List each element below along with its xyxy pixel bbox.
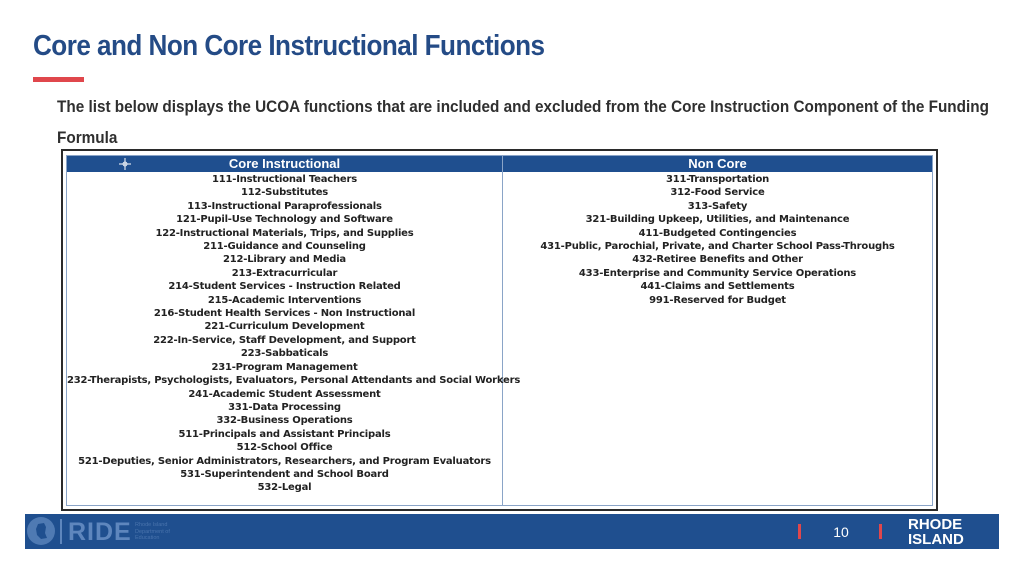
noncore-function-item: 313-Safety — [687, 200, 748, 212]
functions-table — [61, 149, 938, 511]
core-function-item: 223-Sabbaticals — [240, 348, 329, 360]
ride-logo-text: RIDE — [68, 518, 132, 546]
core-function-item: 332-Business Operations — [216, 415, 353, 427]
noncore-function-item: 411-Budgeted Contingencies — [638, 227, 797, 239]
noncore-column-header: Non Core — [503, 156, 932, 172]
core-function-item: 511-Principals and Assistant Principals — [178, 428, 391, 440]
noncore-function-item: 432-Retiree Benefits and Other — [632, 254, 803, 266]
core-function-item: 112-Substitutes — [240, 187, 329, 199]
core-function-item: 216-Student Health Services - Non Instructional — [153, 308, 416, 320]
core-function-item: 231-Program Management — [211, 361, 358, 373]
rhode-island-logo — [908, 517, 964, 547]
core-function-item: 122-Instructional Materials, Trips, and Supplies — [155, 227, 414, 239]
noncore-function-item: 312-Food Service — [670, 187, 765, 199]
functions-table-inner — [66, 155, 933, 506]
core-function-item: 221-Curriculum Development — [204, 321, 365, 333]
footer-accent-left — [798, 524, 801, 539]
footer-accent-right — [879, 524, 882, 539]
slide-footer — [25, 514, 999, 549]
noncore-function-item: 991-Reserved for Budget — [649, 294, 786, 306]
ride-logo-divider — [60, 519, 62, 544]
core-column-header: Core Instructional — [67, 156, 502, 172]
core-function-item: 222-In-Service, Staff Development, and Support — [153, 334, 416, 346]
noncore-function-item: 431-Public, Parochial, Private, and Charter School Pass-Throughs — [540, 241, 895, 253]
slide-title: Core and Non Core Instructional Functions — [33, 30, 545, 62]
core-function-item: 512-School Office — [236, 442, 333, 454]
noncore-function-item: 311-Transportation — [665, 174, 770, 185]
noncore-column — [503, 156, 932, 505]
core-function-item: 121-Pupil-Use Technology and Software — [176, 214, 393, 226]
noncore-function-list — [503, 172, 932, 307]
noncore-function-item: 321-Building Upkeep, Utilities, and Maintenance — [585, 214, 850, 226]
core-function-item: 531-Superintendent and School Board — [180, 468, 389, 480]
ride-logo — [25, 514, 185, 549]
core-function-item: 331-Data Processing — [228, 401, 341, 413]
ride-logo-subtext: Rhode Island Department of Education — [135, 522, 170, 541]
core-function-item: 521-Deputies, Senior Administrators, Researchers, and Program Evaluators — [78, 455, 491, 467]
slide-subtitle: The list below displays the UCOA functions that are included and excluded from the Core Instruction Component of the Funding Formula — [57, 97, 989, 147]
core-function-item: 532-Legal — [257, 482, 312, 494]
rhode-island-logo-line1: RHODE — [908, 516, 963, 533]
rhode-island-logo-line2: ISLAND — [908, 531, 964, 548]
core-function-item: 113-Instructional Paraprofessionals — [187, 200, 382, 212]
core-function-item: 215-Academic Interventions — [207, 294, 362, 306]
title-accent-bar — [33, 77, 84, 82]
page-number: 10 — [833, 524, 849, 540]
ride-state-icon — [27, 517, 55, 545]
core-function-item: 211-Guidance and Counseling — [203, 241, 366, 253]
core-function-item: 241-Academic Student Assessment — [188, 388, 381, 400]
core-column — [67, 156, 521, 505]
noncore-function-item: 433-Enterprise and Community Service Operations — [578, 267, 857, 279]
noncore-function-item: 441-Claims and Settlements — [640, 281, 795, 293]
core-function-item: 111-Instructional Teachers — [212, 174, 357, 185]
core-function-item: 232-Therapists, Psychologists, Evaluators, Personal Attendants and Social Workers — [67, 375, 521, 387]
core-function-list — [67, 172, 521, 495]
core-function-item: 214-Student Services - Instruction Related — [168, 281, 401, 293]
cursor-crosshair-icon — [119, 158, 131, 170]
core-function-item: 213-Extracurricular — [231, 267, 338, 279]
core-function-item: 212-Library and Media — [223, 254, 346, 266]
